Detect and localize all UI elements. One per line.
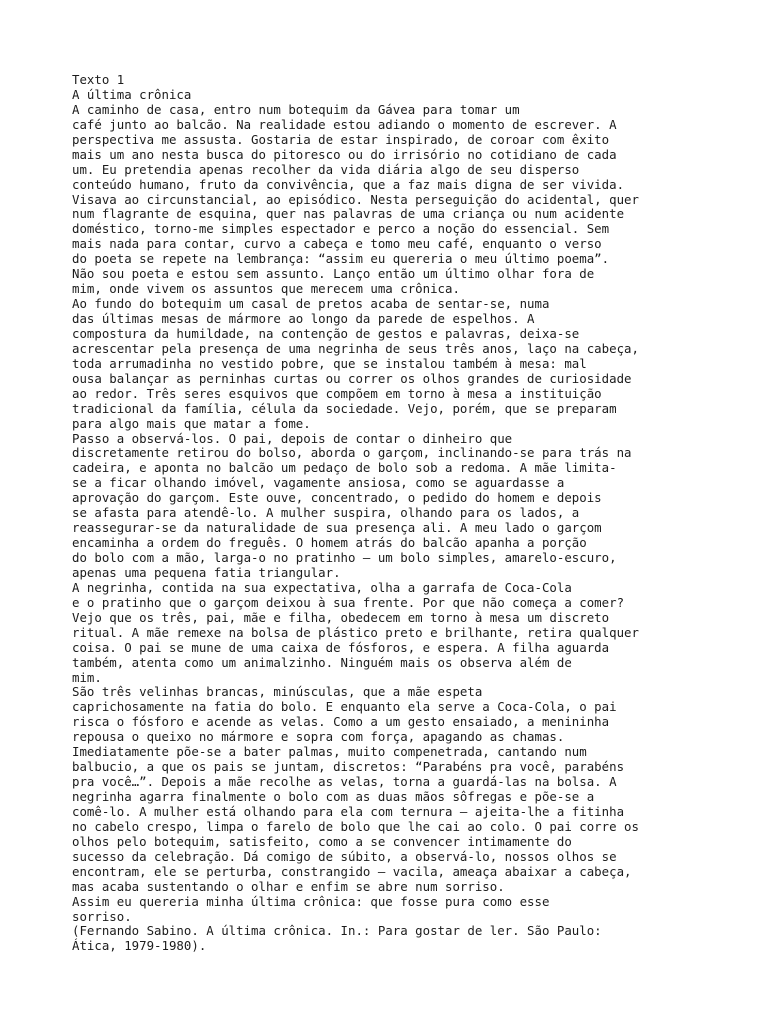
text-line: encontram, ele se perturba, constrangido – vacila, ameaça abaixar a cabeça, <box>72 863 632 879</box>
text-line: doméstico, torno-me simples espectador e perco a noção do essencial. Sem <box>72 221 610 237</box>
text-line: A caminho de casa, entro num botequim da Gávea para tomar um <box>72 101 520 117</box>
text-line: conteúdo humano, fruto da convivência, que a faz mais digna de ser vivida. <box>72 176 625 192</box>
text-line: A negrinha, contida na sua expectativa, olha a garrafa de Coca-Cola <box>72 579 572 595</box>
text-line: Texto 1 <box>72 72 125 87</box>
text-line: encaminha a ordem do freguês. O homem atrás do balcão apanha a porção <box>72 535 587 551</box>
text-line: Ática, 1979-1980). <box>72 938 207 954</box>
text-line: discretamente retirou do bolso, aborda o garçom, inclinando-se para trás na <box>72 445 632 461</box>
text-line: apenas uma pequena fatia triangular. <box>72 564 341 580</box>
text-line: Imediatamente põe-se a bater palmas, muito compenetrada, cantando num <box>72 744 587 760</box>
text-line: para algo mais que matar a fome. <box>72 415 311 431</box>
text-line: no cabelo crespo, limpa o farelo de bolo que lhe cai ao colo. O pai corre os <box>72 818 639 834</box>
text-line: um. Eu pretendia apenas recolher da vida diária algo de seu disperso <box>72 161 580 177</box>
text-line: mim. <box>72 669 102 685</box>
text-line: café junto ao balcão. Na realidade estou adiando o momento de escrever. A <box>72 116 617 132</box>
text-line: toda arrumadinha no vestido pobre, que se instalou também à mesa: mal <box>72 355 587 371</box>
text-line: se a ficar olhando imóvel, vagamente ansiosa, como se aguardasse a <box>72 475 565 491</box>
text-line: das últimas mesas de mármore ao longo da parede de espelhos. A <box>72 311 535 326</box>
text-line: mas acaba sustentando o olhar e enfim se abre num sorriso. <box>72 878 505 894</box>
text-line: São três velinhas brancas, minúsculas, que a mãe espeta <box>72 684 483 700</box>
text-line: Ao fundo do botequim um casal de pretos acaba de sentar-se, numa <box>72 296 550 312</box>
text-line: sorriso. <box>72 908 132 924</box>
document-text <box>72 73 762 954</box>
text-line: também, atenta como um animalzinho. Ninguém mais os observa além de <box>72 654 572 670</box>
text-line: Vejo que os três, pai, mãe e filha, obedecem em torno à mesa um discreto <box>72 609 610 625</box>
text-line: mim, onde vivem os assuntos que merecem uma crônica. <box>72 281 460 297</box>
text-line: aprovação do garçom. Este ouve, concentrado, o pedido do homem e depois <box>72 490 602 506</box>
text-line: Não sou poeta e estou sem assunto. Lanço então um último olhar fora de <box>72 266 595 282</box>
text-line: (Fernando Sabino. A última crônica. In.: Para gostar de ler. São Paulo: <box>72 923 602 939</box>
text-line: ritual. A mãe remexe na bolsa de plástico preto e brilhante, retira qualquer <box>72 624 639 640</box>
text-line: mais nada para contar, curvo a cabeça e tomo meu café, enquanto o verso <box>72 236 602 252</box>
text-line: acrescentar pela presença de uma negrinha de seus três anos, laço na cabeça, <box>72 340 639 356</box>
text-line: repousa o queixo no mármore e sopra com força, apagando as chamas. <box>72 729 565 745</box>
text-line: olhos pelo botequim, satisfeito, como a se convencer intimamente do <box>72 833 572 849</box>
text-line: A última crônica <box>72 86 192 102</box>
text-line: Assim eu quereria minha última crônica: que fosse pura como esse <box>72 893 550 909</box>
text-line: compostura da humildade, na contenção de gestos e palavras, deixa-se <box>72 325 580 341</box>
text-line: do bolo com a mão, larga-o no pratinho – um bolo simples, amarelo-escuro, <box>72 550 617 565</box>
text-line: negrinha agarra finalmente o bolo com as duas mãos sôfregas e põe-se a <box>72 789 595 804</box>
text-line: Passo a observá-los. O pai, depois de contar o dinheiro que <box>72 430 513 446</box>
text-line: reassegurar-se da naturalidade de sua presença ali. A meu lado o garçom <box>72 520 602 536</box>
text-line: balbucio, a que os pais se juntam, discretos: “Parabéns pra você, parabéns <box>72 759 625 775</box>
text-line: risca o fósforo e acende as velas. Como a um gesto ensaiado, a menininha <box>72 714 610 730</box>
text-line: comê-lo. A mulher está olhando para ela com ternura – ajeita-lhe a fitinha <box>72 803 625 819</box>
text-line: sucesso da celebração. Dá comigo de súbito, a observá-lo, nossos olhos se <box>72 848 617 864</box>
text-line: ousa balançar as perninhas curtas ou correr os olhos grandes de curiosidade <box>72 370 632 386</box>
text-line: pra você…”. Depois a mãe recolhe as velas, torna a guardá-las na bolsa. A <box>72 774 617 790</box>
text-line: caprichosamente na fatia do bolo. E enquanto ela serve a Coca-Cola, o pai <box>72 699 617 715</box>
text-line: do poeta se repete na lembrança: “assim eu quereria o meu último poema”. <box>72 251 610 267</box>
text-line: cadeira, e aponta no balcão um pedaço de bolo sob a redoma. A mãe limita- <box>72 460 617 476</box>
text-line: ao redor. Três seres esquivos que compõem em torno à mesa a instituição <box>72 385 602 401</box>
text-line: tradicional da família, célula da sociedade. Vejo, porém, que se preparam <box>72 400 617 416</box>
text-line: num flagrante de esquina, quer nas palavras de uma criança ou num acidente <box>72 206 625 222</box>
text-line: mais um ano nesta busca do pitoresco ou do irrisório no cotidiano de cada <box>72 146 617 162</box>
text-line: Visava ao circunstancial, ao episódico. Nesta perseguição do acidental, quer <box>72 191 639 207</box>
text-line: e o pratinho que o garçom deixou à sua frente. Por que não começa a comer? <box>72 594 625 610</box>
text-line: coisa. O pai se mune de uma caixa de fósforos, e espera. A filha aguarda <box>72 639 610 655</box>
text-line: se afasta para atendê-lo. A mulher suspira, olhando para os lados, a <box>72 505 580 521</box>
text-line: perspectiva me assusta. Gostaria de estar inspirado, de coroar com êxito <box>72 131 610 147</box>
